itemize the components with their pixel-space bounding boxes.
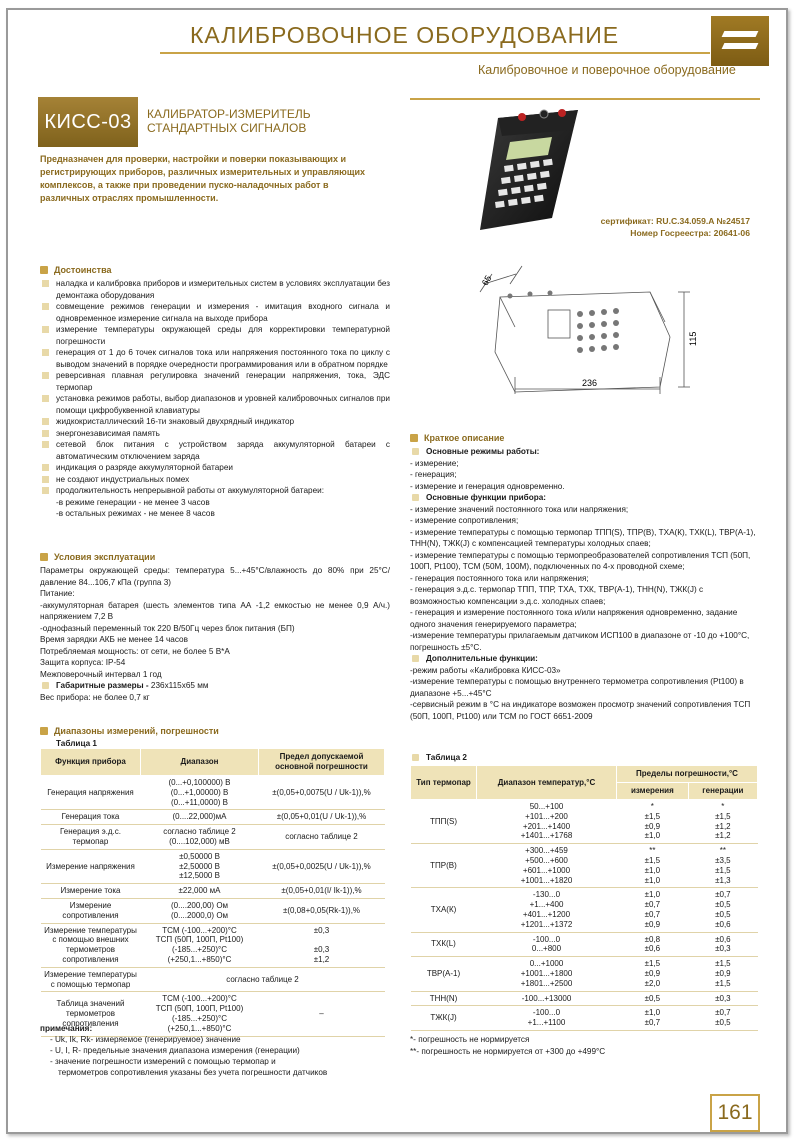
table-header-cell: Диапазон температур,°С: [477, 766, 617, 800]
bullet-icon: [412, 754, 419, 761]
table-cell: -100...0 +1...+1100: [477, 1006, 617, 1031]
table-row: [41, 923, 385, 967]
model-badge: КИСС-03: [38, 97, 138, 147]
table-cell: Измерение тока: [41, 884, 141, 899]
table-row: [41, 849, 385, 883]
bullet-icon: [40, 266, 48, 274]
table-row: [411, 991, 758, 1006]
table-cell: ±0,5: [617, 991, 689, 1006]
list-item: установка режимов работы, выбор диапазонов и уровней калибровочных сигналов при помощи цифробуквенной клавиатуры: [40, 393, 390, 416]
table-cell: * ±1,5 ±1,2 ±1,2: [688, 800, 757, 844]
product-name-line1: КАЛИБРАТОР-ИЗМЕРИТЕЛЬ: [147, 107, 311, 121]
table-cell: ±(0,05+0,0025(U / Uk-1)),%: [259, 849, 385, 883]
list-subitem: -в режиме генерации - не менее 3 часов: [56, 497, 210, 507]
table-header-row: [411, 766, 758, 783]
footnote: **- погрешность не нормируется от +300 до +499°С: [410, 1046, 606, 1056]
table-cell: (0...+0,100000) В (0...+1,00000) В (0...+11,0000) В: [141, 776, 259, 810]
functions-heading: [410, 492, 760, 504]
conditions-text: [40, 565, 390, 703]
table-row: [411, 932, 758, 957]
table-row: [411, 800, 758, 844]
condition-line: Питание:: [40, 589, 75, 598]
function-item: -измерение температуры прилагаемым датчиком ИСП100 в диапазоне от -10 до +100°С, погрешность ±5°С.: [410, 631, 750, 652]
mode-item: - измерение и генерация одновременно.: [410, 481, 565, 491]
table-cell: ±1,5 ±0,9 ±2,0: [617, 957, 689, 991]
certificate-number: сертификат: RU.C.34.059.A №24517: [600, 216, 750, 226]
note-item: - Uk, Ik, Rk- измеряемое (генерируемое) значение: [50, 1035, 241, 1044]
table-header-cell: генерации: [688, 783, 757, 800]
table-cell: -100...+13000: [477, 991, 617, 1006]
notes-heading: примечания:: [40, 1024, 93, 1033]
table-cell: ТХА(К): [411, 888, 477, 932]
dims-value: 236х115х65 мм: [150, 681, 209, 690]
function-item: - генерация постоянного тока или напряжения;: [410, 573, 589, 583]
list-item: индикация о разряде аккумуляторной батареи: [40, 462, 390, 474]
dimension-height: 115: [688, 331, 698, 346]
page-header-title: КАЛИБРОВОЧНОЕ ОБОРУДОВАНИЕ: [190, 22, 620, 48]
mode-item: - генерация;: [410, 470, 457, 479]
table-cell: Измерение температуры с помощью внешних термометров сопротивления: [41, 923, 141, 967]
table-cell: ТЖК(J): [411, 1006, 477, 1031]
table-header-cell: Предел допускаемой основной погрешности: [259, 749, 385, 776]
extra-item: -сервисный режим в °С на индикаторе возможен просмотр значений сопротивления ТСП (50П, 100П, Pt100) или ТСМ по ГОСТ 6651-2009: [410, 700, 751, 721]
bullet-icon: [40, 553, 48, 561]
table-cell: ±(0,05+0,0075(U / Uk-1)),%: [259, 776, 385, 810]
table-row: [411, 957, 758, 991]
list-item: сетевой блок питания с устройством заряда аккумуляторной батареи с автоматическим отключением заряда: [40, 439, 390, 462]
conditions-heading-text: Условия эксплуатации: [54, 552, 156, 562]
ranges-heading: [40, 726, 219, 736]
table-1: [40, 748, 385, 1037]
footnote: *- погрешность не нормируется: [410, 1035, 530, 1044]
functions-heading-text: Основные функции прибора:: [426, 493, 547, 502]
table-cell: ** ±3,5 ±1,5 ±1,3: [688, 844, 757, 888]
advantages-list: [40, 278, 390, 520]
modes-heading-text: Основные режимы работы:: [426, 447, 540, 456]
dimension-width: 236: [582, 378, 598, 388]
advantages-heading-text: Достоинства: [54, 265, 112, 275]
extra-item: -режим работы «Калибровка КИСС-03»: [410, 665, 561, 675]
bullet-icon: [410, 434, 418, 442]
table-cell: ±0,3 ±0,3 ±1,2: [259, 923, 385, 967]
header-rule: [160, 52, 710, 54]
dims-line: [40, 680, 390, 692]
table-cell: +300...+459 +500...+600 +601...+1000 +1001...+1820: [477, 844, 617, 888]
extra-heading-text: Дополнительные функции:: [426, 654, 538, 663]
conditions-heading: [40, 552, 155, 562]
list-item: генерация от 1 до 6 точек сигналов тока или напряжения постоянного тока по циклу с выводом значений в порядке очередности программирования или в обратном порядке: [40, 347, 390, 370]
table-header-cell: Тип термопар: [411, 766, 477, 800]
table-row: [411, 888, 758, 932]
table-cell: ±0,6 ±0,3: [688, 932, 757, 957]
extra-heading: [410, 653, 760, 665]
table-2: [410, 765, 758, 1031]
product-name: [147, 107, 367, 135]
note-item: - значение погрешности измерений с помощью термопар и: [50, 1057, 276, 1066]
table-cell: ТПР(В): [411, 844, 477, 888]
weight-line: Вес прибора: не более 0,7 кг: [40, 692, 150, 702]
page-number: 161: [710, 1094, 760, 1132]
table-cell: Генерация э.д.с. термопар: [41, 825, 141, 850]
condition-line: Время зарядки АКБ не менее 14 часов: [40, 635, 188, 644]
note-item: - U, I, R- предельные значения диапазона измерения (генерации): [50, 1046, 300, 1055]
condition-line: -аккумуляторная батарея (шесть элементов типа АА -1,2 емкостью не менее 0,9 А/ч.) напряжением 7,2 В: [40, 600, 390, 621]
function-item: - измерение температуры с помощью термопреобразователей сопротивления ТСП (50П, 100П, Pt100), ТСМ (50М, 100М), подключенных по 4-х проводной схеме;: [410, 550, 751, 571]
condition-line: Межповерочный интервал 1 год: [40, 669, 162, 679]
table-cell: согласно таблице 2: [259, 825, 385, 850]
table-cell: ТХК(L): [411, 932, 477, 957]
brief-text: [410, 446, 760, 722]
table-cell: -100...0 0...+800: [477, 932, 617, 957]
list-subitem: -в остальных режимах - не менее 8 часов: [56, 509, 215, 518]
list-item: совмещение режимов генерации и измерения - имитация входного сигнала и одновременное измерение сигнала на выходе прибора: [40, 301, 390, 324]
table-cell: ±0,7 ±0,5 ±0,5 ±0,6: [688, 888, 757, 932]
list-item: энергонезависимая память: [40, 428, 390, 440]
table-cell: ±1,0 ±0,7: [617, 1006, 689, 1031]
function-item: - генерация и измерение постоянного тока и/или напряжения одновременно, задание одного значения генерируемого параметра;: [410, 608, 738, 629]
page-header-subtitle: Калибровочное и поверочное оборудование: [478, 63, 736, 77]
list-item: не создают индустриальных помех: [40, 474, 390, 486]
modes-heading: [410, 446, 760, 458]
table-cell: ТВР(А-1): [411, 957, 477, 991]
table-cell: Измерение температуры с помощью термопар: [41, 967, 141, 992]
table-cell: * ±1,5 ±0,9 ±1,0: [617, 800, 689, 844]
function-item: - генерация э.д.с. термопар ТПП, ТПР, ТХА, ТХК, ТВР(А-1), ТНН(N), ТЖК(J) с возможностью компенсации э.д.с. холодных спаев;: [410, 585, 704, 606]
bullet-icon: [412, 448, 419, 455]
table-cell: ТСМ (-100...+200)°С ТСП (50П, 100П, Pt100) (-185...+250)°С (+250,1...+850)°С: [141, 992, 259, 1036]
table-row: [41, 884, 385, 899]
table-cell: Таблица значений термометров сопротивления: [41, 992, 141, 1036]
condition-line: Потребляемая мощность: от сети, не более 5 В*А: [40, 646, 230, 656]
table-row: [411, 1006, 758, 1031]
product-intro: Предназначен для проверки, настройки и поверки показывающих и регистрирующих приборов, различных измерительных и управляющих комплексов, а также при проведении пуско-наладочных работ в различных отраслях промышленности.: [40, 154, 365, 203]
table-header-cell: измерения: [617, 783, 689, 800]
extra-item: -измерение температуры с помощью внутреннего термометра сопротивления (Pt100) в диапазоне +5...+45°С: [410, 677, 744, 698]
table-row: [41, 776, 385, 810]
list-item: реверсивная плавная регулировка значений генерации напряжения, тока, ЭДС термопар: [40, 370, 390, 393]
registry-number: Номер Госреестра: 20641-06: [630, 228, 750, 238]
note-item: термометров сопротивления указаны без учета погрешности датчиков: [58, 1068, 328, 1077]
table-cell: Измерение сопротивления: [41, 898, 141, 923]
ranges-heading-text: Диапазоны измерений, погрешности: [54, 726, 219, 736]
condition-line: Параметры окружающей среды: температура 5...+45°С/влажность до 80% при 25°С/давление 84...106,7 кПа (группа 3): [40, 566, 390, 587]
table-cell: Измерение напряжения: [41, 849, 141, 883]
table2-footnotes: [410, 1034, 605, 1057]
table-row: [41, 967, 385, 992]
product-name-line2: СТАНДАРТНЫХ СИГНАЛОВ: [147, 121, 307, 135]
mode-item: - измерение;: [410, 458, 459, 468]
table-cell: ТПП(S): [411, 800, 477, 844]
table-cell: (0....200,00) Ом (0....2000,0) Ом: [141, 898, 259, 923]
list-item: жидкокристаллический 16-ти знаковый двухрядный индикатор: [40, 416, 390, 428]
table2-caption: [410, 752, 467, 764]
table-cell: согласно таблице 2: [141, 967, 385, 992]
notes: [40, 1023, 327, 1078]
table-cell: согласно таблице 2 (0....102,000) мВ: [141, 825, 259, 850]
table-cell: ±22,000 мА: [141, 884, 259, 899]
dims-label: Габаритные размеры -: [56, 681, 149, 690]
table-header-cell: Диапазон: [141, 749, 259, 776]
certificate-info: [520, 215, 750, 239]
list-item: продолжительность непрерывной работы от аккумуляторной батареи:: [40, 485, 390, 497]
function-item: - измерение значений постоянного тока или напряжения;: [410, 504, 629, 514]
table-cell: ±(0,05+0,01(I/ Ik-1)),%: [259, 884, 385, 899]
list-item: наладка и калибровка приборов и измерительных систем в условиях эксплуатации без демонтажа оборудования: [40, 278, 390, 301]
table-cell: -130...0 +1...+400 +401...+1200 +1201...+1372: [477, 888, 617, 932]
table-cell: Генерация тока: [41, 810, 141, 825]
brief-heading-text: Краткое описание: [424, 433, 505, 443]
table-cell: ±0,7 ±0,5: [688, 1006, 757, 1031]
table-cell: ±0,50000 В ±2,50000 В ±12,5000 В: [141, 849, 259, 883]
table-header-cell: Пределы погрешности,°С: [617, 766, 758, 783]
table-row: [41, 825, 385, 850]
table-cell: Генерация напряжения: [41, 776, 141, 810]
table-cell: (0....22,000)мА: [141, 810, 259, 825]
bullet-icon: [42, 682, 49, 689]
table-header-row: [41, 749, 385, 776]
table-cell: ±(0,05+0,01(U / Uk-1)),%: [259, 810, 385, 825]
bullet-icon: [40, 727, 48, 735]
brief-heading: [410, 433, 504, 443]
list-item: измерение температуры окружающей среды для корректировки температурной погрешности: [40, 324, 390, 347]
table-cell: 50...+100 +101...+200 +201...+1400 +1401...+1768: [477, 800, 617, 844]
condition-line: -однофазный переменный ток 220 В/50Гц через блок питания (БП): [40, 623, 295, 633]
brand-logo-icon: [711, 16, 769, 66]
table-cell: ±0,8 ±0,6: [617, 932, 689, 957]
table-cell: 0...+1000 +1001...+1800 +1801...+2500: [477, 957, 617, 991]
table-cell: ±1,0 ±0,7 ±0,7 ±0,9: [617, 888, 689, 932]
condition-line: Защита корпуса: IP-54: [40, 658, 126, 667]
table-cell: ±(0,08+0,05(Rk-1)),%: [259, 898, 385, 923]
dimension-drawing: [470, 262, 720, 397]
advantages-heading: [40, 265, 112, 275]
table-cell: ±1,5 ±0,9 ±1,5: [688, 957, 757, 991]
table-cell: –: [259, 992, 385, 1036]
function-item: - измерение сопротивления;: [410, 516, 519, 525]
bullet-icon: [412, 494, 419, 501]
table-cell: ТСМ (-100...+200)°С ТСП (50П, 100П, Pt100) (-185...+250)°С (+250,1...+850)°С: [141, 923, 259, 967]
dimension-depth: 65: [479, 273, 494, 288]
function-item: - измерение температуры с помощью термопар ТПП(S), ТПР(B), ТХА(К), ТХК(L), ТВР(А-1), ТНН(N), ТЖК(J) с компенсацией температуры холодных спаев;: [410, 527, 756, 548]
table-row: [41, 898, 385, 923]
table-row: [411, 844, 758, 888]
table-cell: ±0,3: [688, 991, 757, 1006]
table-row: [41, 810, 385, 825]
table-header-cell: Функция прибора: [41, 749, 141, 776]
table1-caption-text: Таблица 1: [56, 739, 97, 748]
bullet-icon: [412, 655, 419, 662]
table-cell: ТНН(N): [411, 991, 477, 1006]
table2-caption-text: Таблица 2: [426, 753, 467, 762]
table-cell: ** ±1,5 ±1,0 ±1,0: [617, 844, 689, 888]
